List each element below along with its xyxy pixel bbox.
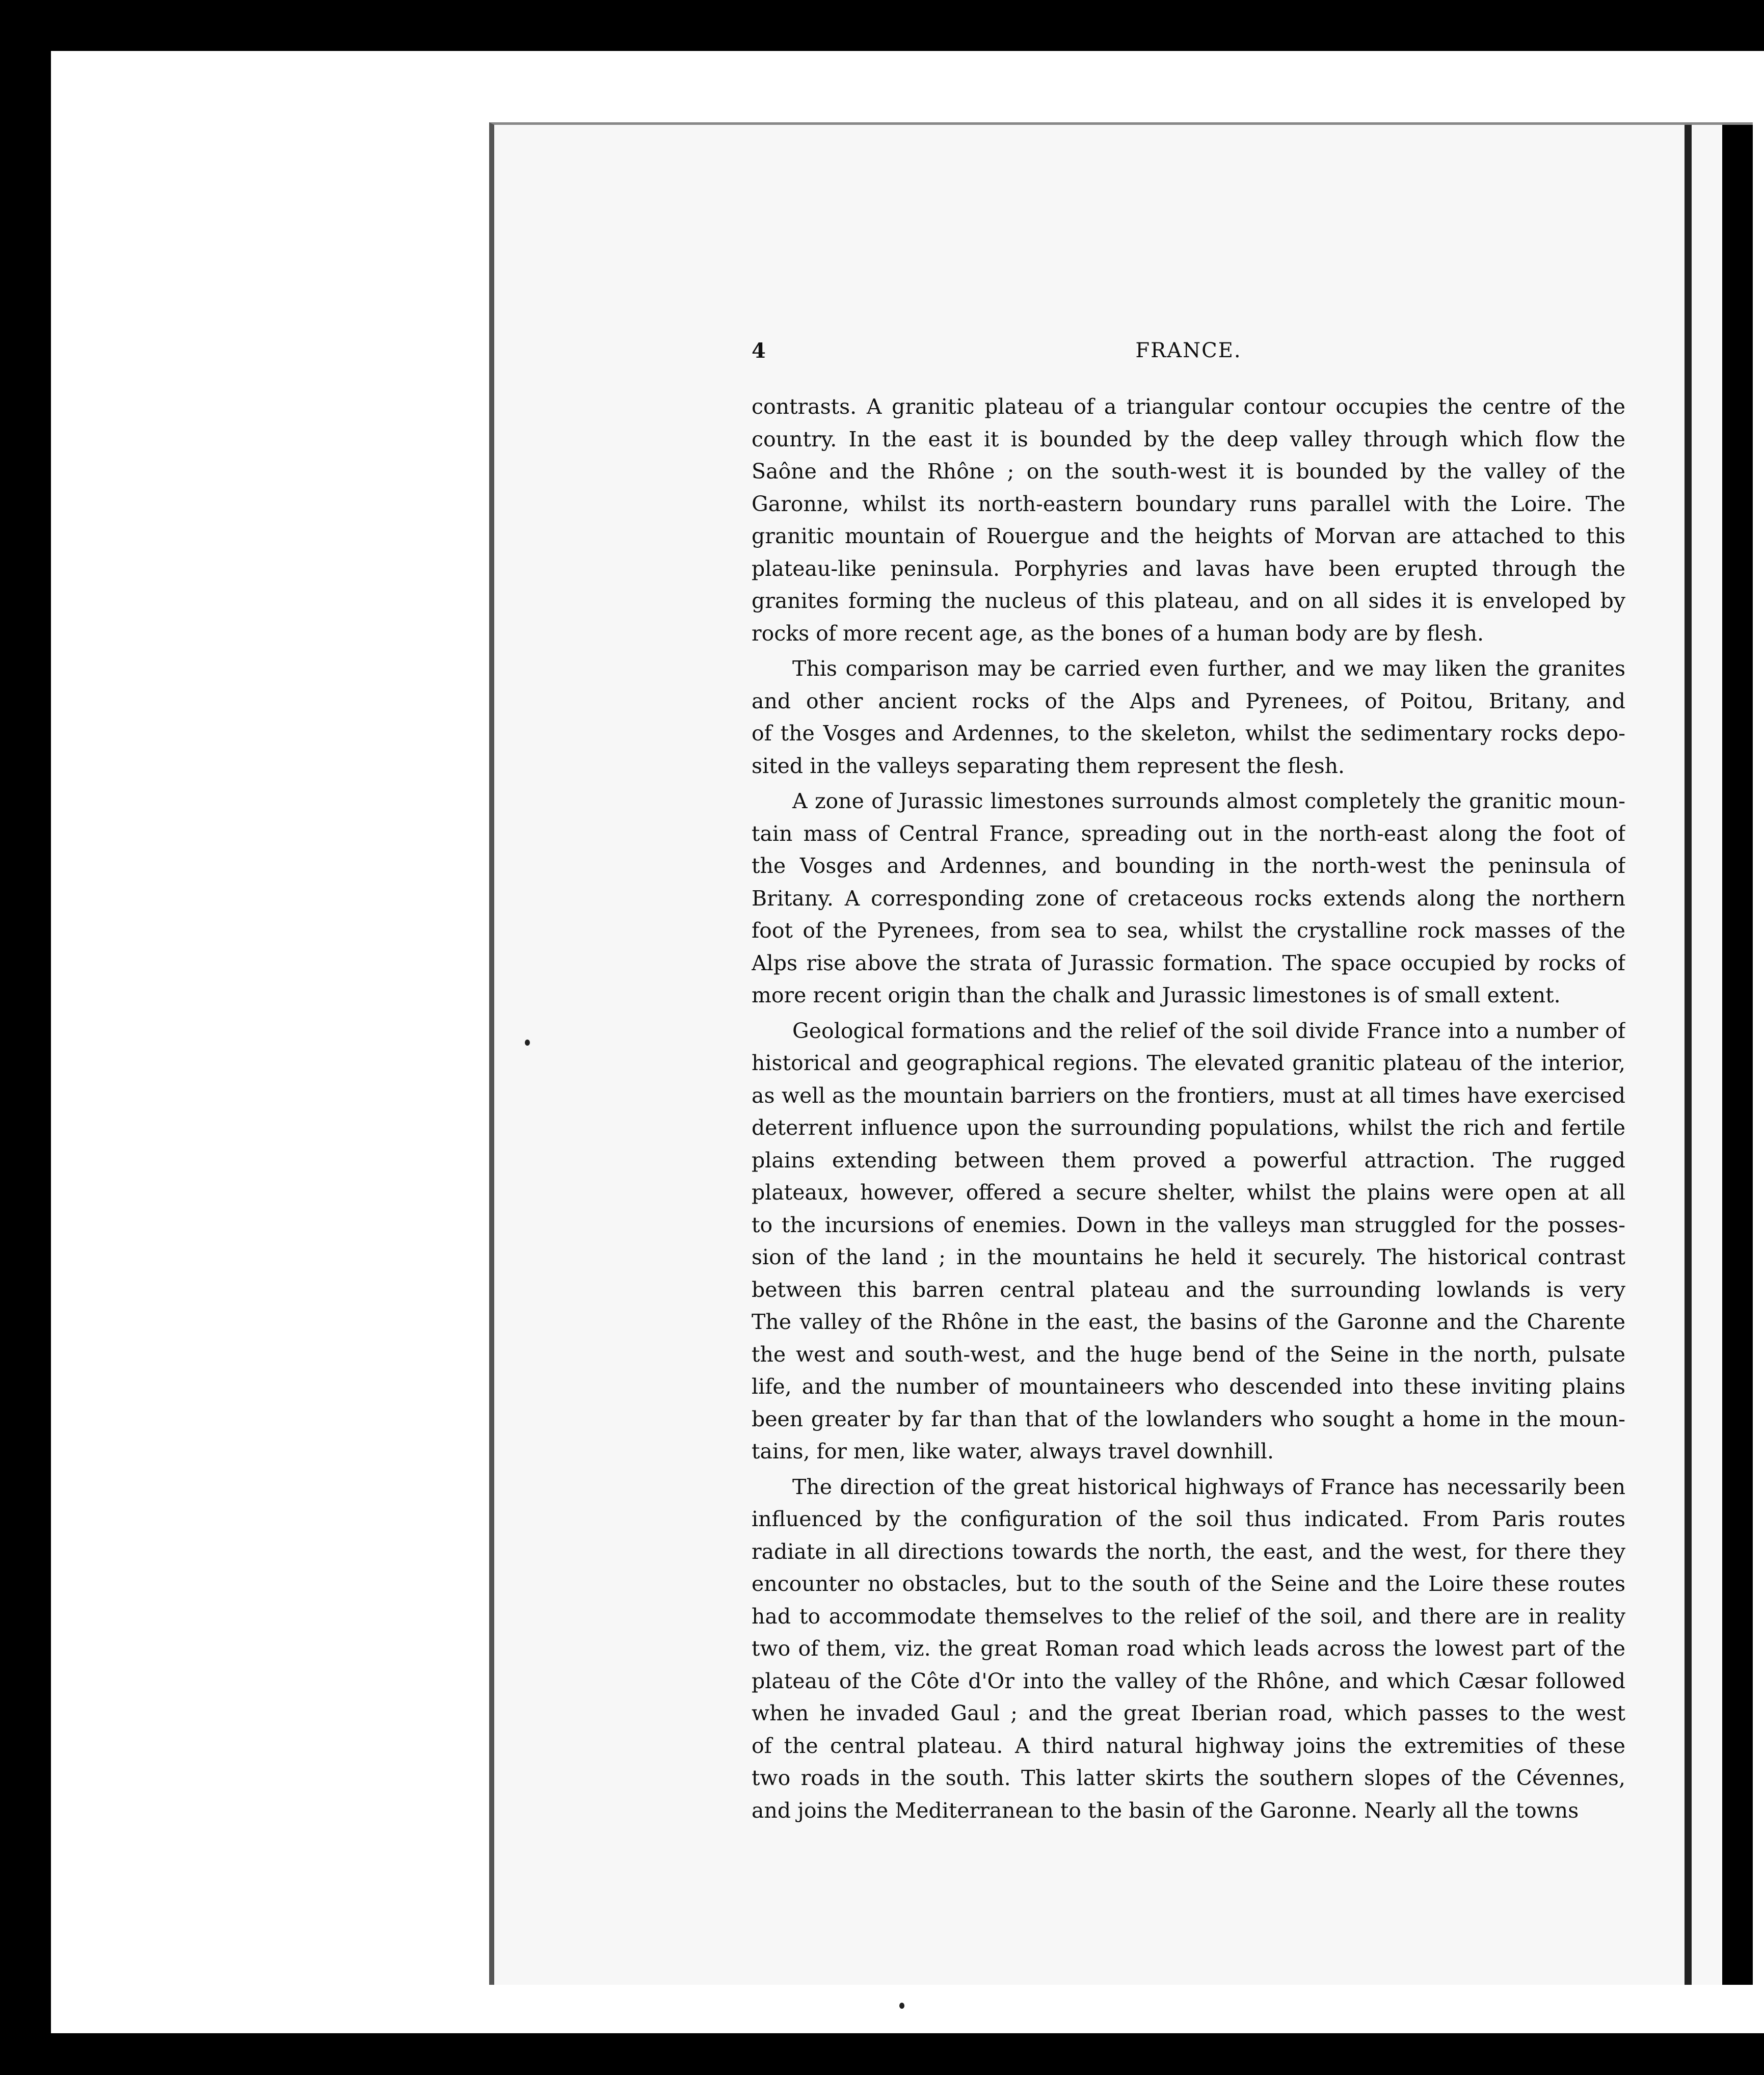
text-line: and joins the Mediterranean to the basin of the Garonne. Nearly all the towns: [752, 1798, 1579, 1823]
text-line: Britany. A corresponding zone of cretaceous rocks extends along the northern: [752, 886, 1625, 911]
page-gutter-shadow: [1685, 125, 1692, 1985]
text-line: plains extending between them proved a powerful attraction. The rugged: [752, 1148, 1625, 1173]
body-text: [752, 391, 1625, 1827]
page-number: 4: [752, 339, 766, 363]
paragraph: [752, 1471, 1625, 1827]
text-line: of the Vosges and Ardennes, to the skeleton, whilst the sedimentary rocks depo-: [752, 721, 1625, 746]
scan-speck: [525, 1040, 530, 1046]
text-line: been greater by far than that of the lowlanders who sought a home in the moun-: [752, 1406, 1625, 1431]
text-line: two of them, viz. the great Roman road which leads across the lowest part of the: [752, 1636, 1625, 1661]
scan-speck: [899, 2003, 904, 2009]
text-line: plateau of the Côte d'Or into the valley of the Rhône, and which Cæsar followed: [752, 1668, 1625, 1693]
text-line: between this barren central plateau and the surrounding lowlands is very: [752, 1277, 1625, 1302]
page-header: [752, 339, 1625, 375]
text-line: the Vosges and Ardennes, and bounding in the north-west the peninsula of: [752, 854, 1625, 878]
book-page: [489, 122, 1753, 1985]
text-line: life, and the number of mountaineers who descended into these inviting plains: [752, 1374, 1625, 1399]
text-line: of the central plateau. A third natural highway joins the extremities of these: [752, 1733, 1625, 1758]
text-line: radiate in all directions towards the north, the east, and the west, for there they: [752, 1539, 1625, 1564]
paragraph: [752, 1015, 1625, 1468]
text-line: had to accommodate themselves to the relief of the soil, and there are in reality: [752, 1604, 1625, 1629]
text-line: more recent origin than the chalk and Jurassic limestones is of small extent.: [752, 983, 1561, 1007]
paragraph: [752, 653, 1625, 782]
text-line: plateau-like peninsula. Porphyries and lavas have been erupted through the: [752, 556, 1625, 581]
text-line: to the incursions of enemies. Down in the valleys man struggled for the posses-: [752, 1212, 1625, 1237]
text-line: Geological formations and the relief of the soil divide France into a number of: [792, 1018, 1625, 1043]
text-line: country. In the east it is bounded by the deep valley through which flow the: [752, 427, 1625, 451]
text-line: The direction of the great historical highways of France has necessarily been: [792, 1474, 1625, 1499]
text-line: granites forming the nucleus of this plateau, and on all sides it is enveloped by: [752, 589, 1625, 613]
text-line: plateaux, however, offered a secure shelter, whilst the plains were open at all: [752, 1180, 1625, 1205]
scan-frame: [51, 51, 1764, 2033]
text-line: This comparison may be carried even further, and we may liken the granites: [792, 656, 1625, 681]
paragraph: [752, 785, 1625, 1012]
text-line: Alps rise above the strata of Jurassic formation. The space occupied by rocks of: [752, 950, 1625, 975]
text-line: as well as the mountain barriers on the frontiers, must at all times have exercised: [752, 1083, 1625, 1108]
text-line: contrasts. A granitic plateau of a triangular contour occupies the centre of the: [752, 394, 1625, 419]
text-line: granitic mountain of Rouergue and the heights of Morvan are attached to this: [752, 524, 1625, 548]
text-line: sion of the land ; in the mountains he held it securely. The historical contrast: [752, 1245, 1625, 1269]
text-line: deterrent influence upon the surrounding populations, whilst the rich and fertile: [752, 1115, 1625, 1140]
text-line: influenced by the configuration of the soil thus indicated. From Paris routes: [752, 1507, 1625, 1531]
text-line: two roads in the south. This latter skirts the southern slopes of the Cévennes,: [752, 1766, 1625, 1790]
text-line: The valley of the Rhône in the east, the basins of the Garonne and the Charente: [752, 1310, 1625, 1334]
text-line: foot of the Pyrenees, from sea to sea, whilst the crystalline rock masses of the: [752, 918, 1625, 943]
text-line: Saône and the Rhône ; on the south-west it is bounded by the valley of the: [752, 459, 1625, 484]
text-line: A zone of Jurassic limestones surrounds almost completely the granitic moun-: [792, 789, 1625, 813]
text-line: rocks of more recent age, as the bones of a human body are by flesh.: [752, 621, 1484, 646]
text-line: sited in the valleys separating them represent the flesh.: [752, 753, 1345, 778]
running-title: FRANCE.: [1135, 339, 1242, 362]
text-line: tains, for men, like water, always travel downhill.: [752, 1439, 1274, 1464]
text-line: Garonne, whilst its north-eastern boundary runs parallel with the Loire. The: [752, 491, 1625, 516]
text-line: historical and geographical regions. The elevated granitic plateau of the interior,: [752, 1051, 1625, 1075]
text-line: when he invaded Gaul ; and the great Iberian road, which passes to the west: [752, 1701, 1625, 1725]
paragraph: [752, 391, 1625, 650]
next-page-edge: [1722, 125, 1753, 1985]
text-line: encounter no obstacles, but to the south of the Seine and the Loire these routes: [752, 1572, 1625, 1596]
text-line: and other ancient rocks of the Alps and Pyrenees, of Poitou, Britany, and: [752, 688, 1625, 713]
text-line: tain mass of Central France, spreading out in the north-east along the foot of: [752, 821, 1625, 846]
text-line: the west and south-west, and the huge bend of the Seine in the north, pulsate: [752, 1342, 1625, 1367]
